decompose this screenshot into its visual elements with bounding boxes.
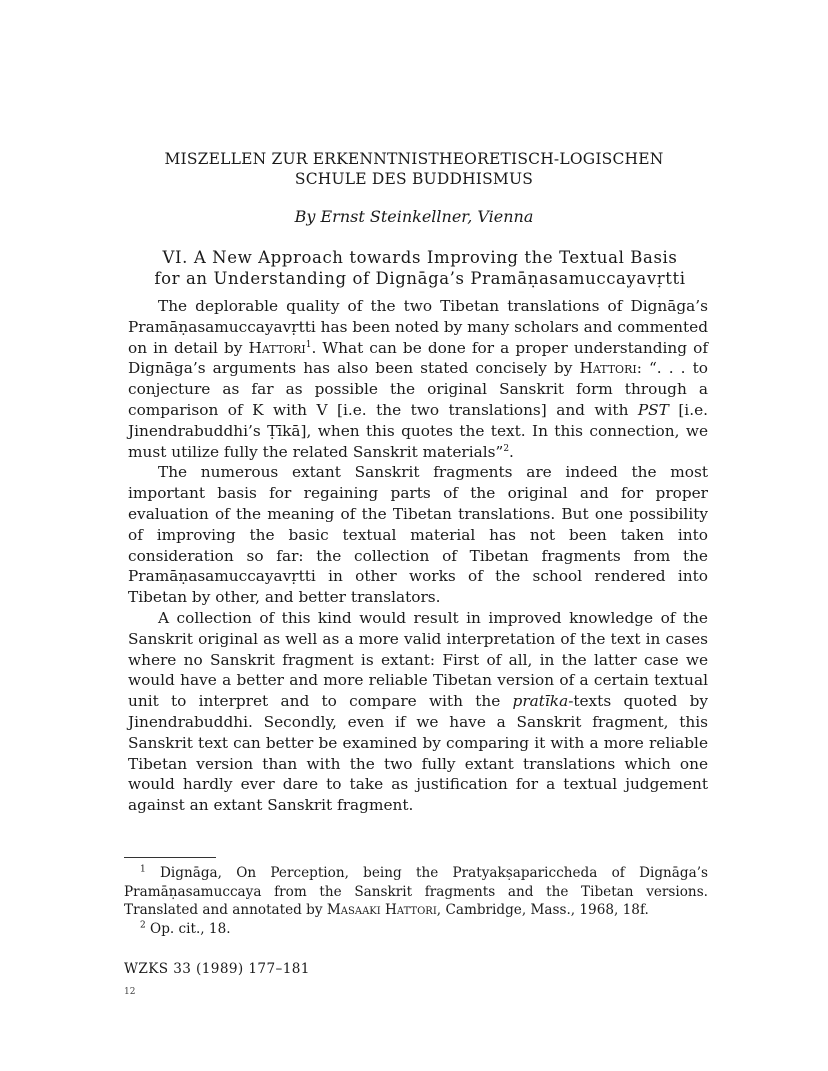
body-text <box>128 296 708 816</box>
paragraph-1 <box>128 296 708 462</box>
title-line-2: SCHULE DES BUDDHISMUS <box>294 170 534 188</box>
footnote-1-mark: 1 <box>140 864 146 875</box>
paragraph-1-text-a: The deplorable quality of the two Tibetan translations of Dignāga’s Pramāṇasamuccayavṛtti has been noted by many scholars and commented on in detail by <box>128 297 708 357</box>
term-pratika: pratīka <box>512 692 569 711</box>
author-name-hattori: Hattori <box>248 338 306 357</box>
footnote-1 <box>124 864 708 920</box>
footnotes <box>124 864 708 938</box>
paragraph-3-text-b: -texts quoted by Jinendrabuddhi. Secondly, even if we have a Sanskrit fragment, this Sanskrit text can better be examined by comparing it with a more reliable Tibetan version than with the two fully extant translations which one would hardly ever dare to take as justification for a textual judgement against an extant Sanskrit fragment. <box>128 692 708 815</box>
paragraph-1-text-c: : “. . . to conjecture as far as possible the original Sanskrit form through a comparison of K with V [i.e. the two translations] and with <box>128 359 708 419</box>
section-heading <box>130 247 710 289</box>
article-title <box>120 149 708 189</box>
footnote-1-author: Masaaki Hattori <box>326 902 437 918</box>
title-line-1: MISZELLEN ZUR ERKENNTNISTHEORETISCH-LOGISCHEN <box>164 150 664 168</box>
footnote-ref-1[interactable]: 1 <box>305 339 312 350</box>
paragraph-3-text-a: A collection of this kind would result in improved knowledge of the Sanskrit original as well as a more valid interpretation of the text in cases where no Sanskrit fragment is extant: First of all, in the latter case we would have a better and more reliable Tibetan version of a certain textual unit to interpret and to compare with the <box>128 608 708 711</box>
paragraph-1-text-e: . <box>509 442 514 461</box>
author-line: By Ernst Steinkellner, Vienna <box>294 207 534 226</box>
paragraph-2: The numerous extant Sanskrit fragments are indeed the most important basis for regaining parts of the original and for proper evaluation of the meaning of the Tibetan translations. But one possibility of improving the basic textual material has not been taken into consideration so far: the collection of Tibetan fragments from the Pramāṇasamuccayavṛtti in other works of the school rendered into Tibetan by other, and better translators. <box>128 463 708 607</box>
footnote-2 <box>124 920 708 939</box>
footnote-ref-2[interactable]: 2 <box>503 443 510 454</box>
footnote-divider <box>124 857 216 858</box>
paragraph-1-text-b: . What can be done for a proper understanding of Dignāga’s arguments has also been stated concisely by <box>128 338 708 378</box>
signature-mark: 12 <box>124 987 136 997</box>
abbreviation-pst: PST <box>637 400 669 419</box>
footnote-2-text: Op. cit., 18. <box>145 920 231 937</box>
footnote-1-text-a: Dignāga, On Perception, being the Pratyakṣapariccheda of Dignāga’s Pramāṇasamuccaya from the Sanskrit fragments and the Tibetan versions. Translated and annotated by <box>124 865 708 918</box>
section-heading-line-2: for an Understanding of Dignāga’s Pramāṇasamuccayavṛtti <box>154 269 686 288</box>
author-name-hattori: Hattori <box>579 359 637 378</box>
footnote-1-text-b: , Cambridge, Mass., 1968, 18f. <box>436 902 649 918</box>
footnote-2-mark: 2 <box>140 919 146 930</box>
journal-reference: WZKS 33 (1989) 177–181 <box>124 961 310 977</box>
section-heading-line-1: VI. A New Approach towards Improving the Textual Basis <box>162 248 678 267</box>
paragraph-1-text-d: [i.e. Jinendrabuddhi’s Ṭīkā], when this quotes the text. In this connection, we must utilize fully the related Sanskrit materials” <box>128 400 708 461</box>
paragraph-3 <box>128 608 708 816</box>
